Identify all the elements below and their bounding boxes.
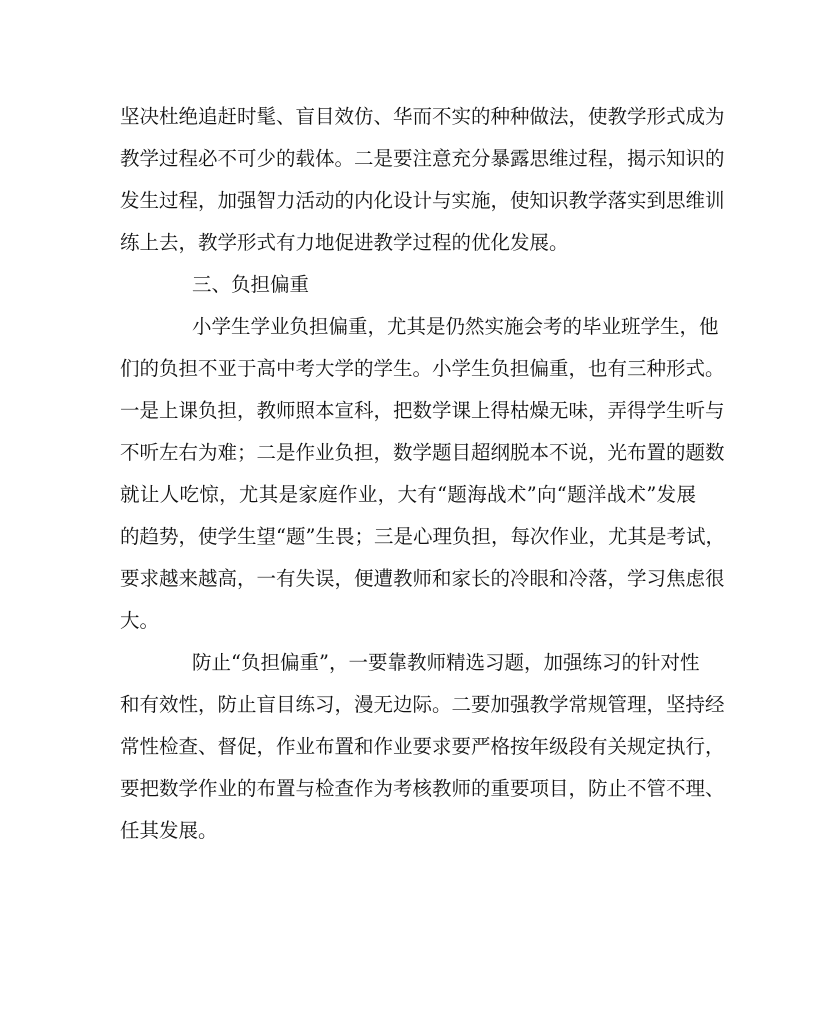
paragraph-line: 任其发展。 <box>120 819 218 842</box>
paragraph-line: 小学生学业负担偏重，尤其是仍然实施会考的毕业班学生，他 <box>192 315 719 338</box>
paragraph-line: 坚决杜绝追赶时髦、盲目效仿、华而不实的种种做法，使教学形式成为 <box>120 105 725 128</box>
paragraph-line: 要求越来越高，一有失误，便遭教师和家长的冷眼和冷落，学习焦虑很 <box>120 567 725 590</box>
paragraph-line: 们的负担不亚于高中考大学的学生。小学生负担偏重，也有三种形式。 <box>120 357 725 380</box>
paragraph-line: 一是上课负担，教师照本宣科，把数学课上得枯燥无味，弄得学生听与 <box>120 399 725 422</box>
paragraph-line: 防止“负担偏重”，一要靠教师精选习题，加强练习的针对性 <box>192 651 700 674</box>
paragraph-line: 和有效性，防止盲目练习，漫无边际。二要加强教学常规管理，坚持经 <box>120 693 725 716</box>
section-heading: 三、负担偏重 <box>192 273 310 296</box>
paragraph-line: 不听左右为难；二是作业负担，数学题目超纲脱本不说，光布置的题数 <box>120 441 725 464</box>
paragraph-line: 发生过程，加强智力活动的内化设计与实施，使知识教学落实到思维训 <box>120 189 725 212</box>
paragraph-line: 要把数学作业的布置与检查作为考核教师的重要项目，防止不管不理、 <box>120 777 725 800</box>
paragraph-line: 大。 <box>120 609 160 632</box>
paragraph-line: 就让人吃惊，尤其是家庭作业，大有“题海战术”向“题洋战术”发展 <box>120 483 696 506</box>
paragraph-line: 练上去，教学形式有力地促进教学过程的优化发展。 <box>120 231 569 254</box>
paragraph-line: 常性检查、督促，作业布置和作业要求要严格按年级段有关规定执行， <box>120 735 725 758</box>
paragraph-line: 教学过程必不可少的载体。二是要注意充分暴露思维过程，揭示知识的 <box>120 147 725 170</box>
paragraph-line: 的趋势，使学生望“题”生畏；三是心理负担，每次作业，尤其是考试， <box>120 525 725 548</box>
